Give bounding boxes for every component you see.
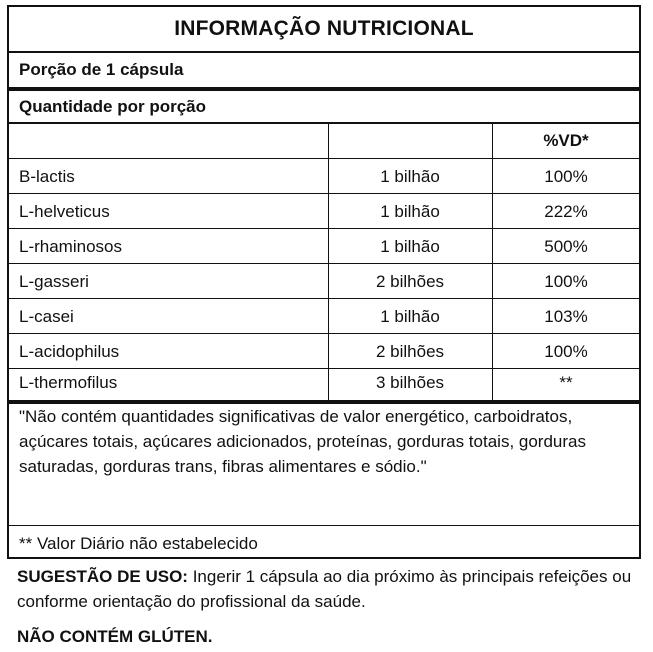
table-row xyxy=(9,194,639,229)
nutrient-quantity: 1 bilhão xyxy=(380,237,440,256)
table-row xyxy=(9,367,639,399)
nutrient-vd: ** xyxy=(559,373,573,392)
table-row xyxy=(9,299,639,334)
nutrient-name: L-rhaminosos xyxy=(19,237,122,256)
footnote: ** Valor Diário não estabelecido xyxy=(19,534,258,553)
table-row xyxy=(9,264,639,299)
nutrient-vd: 103% xyxy=(544,307,588,326)
nutrient-quantity: 2 bilhões xyxy=(375,272,445,291)
usage-text: Ingerir 1 cápsula ao dia próximo às principais refeições ou conforme orientação do profissional da saúde. xyxy=(17,567,632,611)
nutrient-vd: 500% xyxy=(544,237,588,256)
nutrient-name: L-acidophilus xyxy=(19,342,120,361)
nutrition-note: "Não contém quantidades significativas de valor energético, carboidratos, açúcares totais, açúcares adicionados, proteínas, gorduras totais, gorduras saturadas, gorduras trans, fibras alimentares e sódio." xyxy=(19,407,586,476)
usage-heading: SUGESTÃO DE USO: xyxy=(17,567,188,586)
nutrient-vd: 100% xyxy=(544,272,588,291)
panel-title: INFORMAÇÃO NUTRICIONAL xyxy=(174,17,474,40)
vd-column-header: %VD* xyxy=(543,131,589,150)
nutrient-quantity: 3 bilhões xyxy=(375,373,445,392)
nutrient-vd: 100% xyxy=(544,167,588,186)
nutrition-facts-panel xyxy=(7,5,641,559)
serving-size: Porção de 1 cápsula xyxy=(19,60,184,79)
nutrient-vd: 222% xyxy=(544,202,588,221)
nutrient-name: B-lactis xyxy=(19,167,75,186)
nutrient-quantity: 2 bilhões xyxy=(375,342,445,361)
nutrient-name: L-gasseri xyxy=(19,272,89,291)
usage-suggestion xyxy=(17,564,642,614)
nutrient-quantity: 1 bilhão xyxy=(380,202,440,221)
note-divider xyxy=(9,525,639,526)
nutrient-quantity: 1 bilhão xyxy=(380,167,440,186)
nutrient-vd: 100% xyxy=(544,342,588,361)
amount-per-serving: Quantidade por porção xyxy=(19,97,207,116)
nutrient-name: L-thermofilus xyxy=(19,373,118,392)
nutrient-name: L-helveticus xyxy=(19,202,110,221)
nutrient-name: L-casei xyxy=(19,307,74,326)
table-row xyxy=(9,159,639,194)
nutrient-quantity: 1 bilhão xyxy=(380,307,440,326)
table-row xyxy=(9,229,639,264)
table-row xyxy=(9,334,639,369)
gluten-free-notice: NÃO CONTÉM GLÚTEN. xyxy=(17,627,213,646)
